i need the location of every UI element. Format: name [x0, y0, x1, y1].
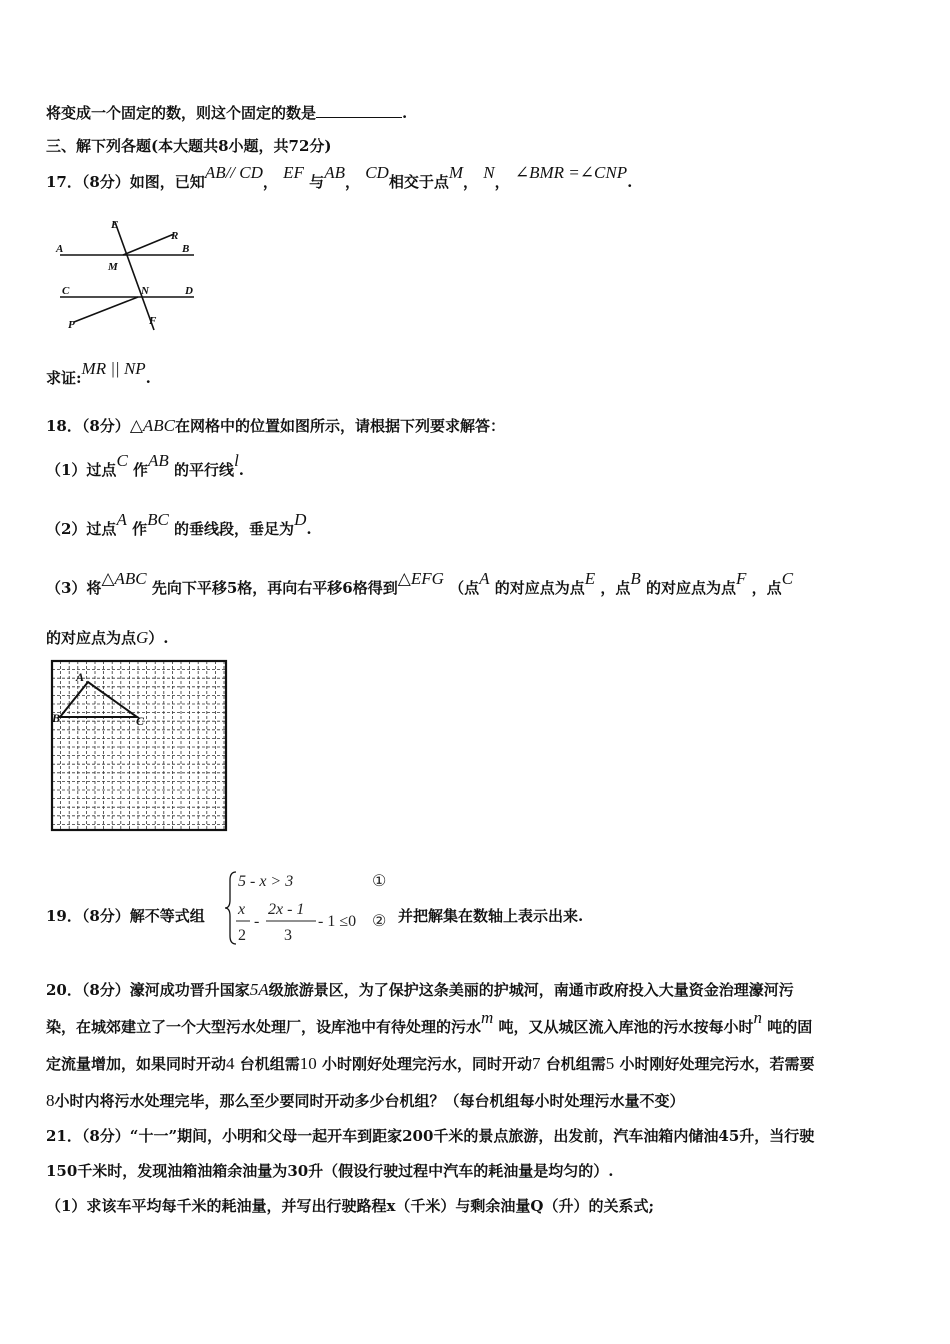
- q18-part1: （1）过点C 作AB 的平行线l.: [46, 451, 245, 479]
- q18-grid-figure: [50, 659, 230, 833]
- q20-line1: 20．（8分）濠河成功晋升国家5A级旅游景区，为了保护这条美丽的护城河，南通市政府投入大量资金治理濠河污: [46, 980, 794, 999]
- grid-lines: [52, 661, 226, 830]
- ray-mr: [123, 234, 174, 255]
- label-n: N: [141, 285, 149, 297]
- q17-figure: [52, 212, 212, 336]
- grid-label-a: A: [76, 670, 85, 684]
- mark-1: ①: [372, 873, 387, 890]
- triangle-abc: [60, 682, 137, 717]
- q21-line3: （1）求该车平均每千米的耗油量，并写出行驶路程x（千米）与剩余油量Q（升）的关系式;: [46, 1197, 654, 1215]
- inequality-1: 5 - x > 3: [238, 873, 294, 890]
- label-c: C: [62, 285, 70, 297]
- q18-part2: （2）过点A 作BC 的垂线段，垂足为D.: [46, 510, 312, 538]
- answer-blank: [316, 103, 402, 118]
- frac2-den: 3: [284, 927, 292, 944]
- label-a: A: [56, 243, 64, 255]
- frac1-num: x: [238, 901, 246, 918]
- fill-in-line: 将变成一个固定的数，则这个固定的数是 .: [46, 104, 408, 122]
- mark-2: ②: [372, 913, 387, 930]
- label-d: D: [185, 285, 193, 297]
- q20-line3: 定流量增加，如果同时开动4 台机组需10 小时刚好处理完污水，同时开动7 台机组需5 小时刚好处理完污水，若需要: [46, 1054, 815, 1073]
- minus-sign: -: [254, 913, 260, 930]
- q17-prove: 求证:MR || NP.: [46, 359, 151, 387]
- label-p: P: [68, 319, 75, 331]
- label-m: M: [108, 261, 118, 273]
- q19-inequality-system: [222, 866, 398, 950]
- q18-part3-cont: 的对应点为点G）.: [46, 628, 169, 647]
- section-heading: 三、解下列各题(本大题共8小题，共72分): [46, 137, 332, 155]
- grid-label-c: C: [136, 714, 145, 728]
- q20-line2: 染，在城郊建立了一个大型污水处理厂，设库池中有待处理的污水m 吨，又从城区流入库池的污水按每小时n 吨的固: [46, 1008, 813, 1036]
- ray-np: [74, 297, 138, 322]
- q18-part3: （3）将△ABC 先向下平移5格，再向右平移6格得到△EFG （点A 的对应点为点E ，点B 的对应点为点F ，点C: [46, 569, 794, 597]
- q20-line4: 8小时内将污水处理完毕，那么至少要同时开动多少台机组？（每台机组每小时处理污水量不变）: [46, 1091, 685, 1110]
- q21-line1: 21．（8分）“十一”期间，小明和父母一起开车到距家200千米的景点旅游，出发前，汽车油箱内储油45升，当行驶: [46, 1127, 815, 1145]
- inequality-2-tail: - 1 ≤0: [318, 913, 357, 930]
- grid-label-b: B: [52, 711, 61, 725]
- q19-prefix: 19．（8分）解不等式组: [46, 907, 205, 925]
- label-b: B: [182, 243, 190, 255]
- q17-statement: 17．（8分）如图，已知AB// CD， EF 与AB， CD相交于点M， N， ∠BMR =∠CNP.: [46, 163, 633, 191]
- frac2-num: 2x - 1: [268, 901, 305, 918]
- q19-suffix: 并把解集在数轴上表示出来.: [398, 907, 584, 925]
- system-brace: [225, 872, 236, 944]
- label-f: F: [149, 315, 157, 327]
- q18-statement: 18．（8分）△ABC在网格中的位置如图所示，请根据下列要求解答：: [46, 416, 506, 435]
- line-ef: [115, 222, 154, 330]
- q21-line2: 150千米时，发现油箱油箱余油量为30升（假设行驶过程中汽车的耗油量是均匀的）.: [46, 1162, 614, 1180]
- label-r: R: [171, 230, 179, 242]
- frac1-den: 2: [238, 927, 246, 944]
- label-e: E: [111, 219, 119, 231]
